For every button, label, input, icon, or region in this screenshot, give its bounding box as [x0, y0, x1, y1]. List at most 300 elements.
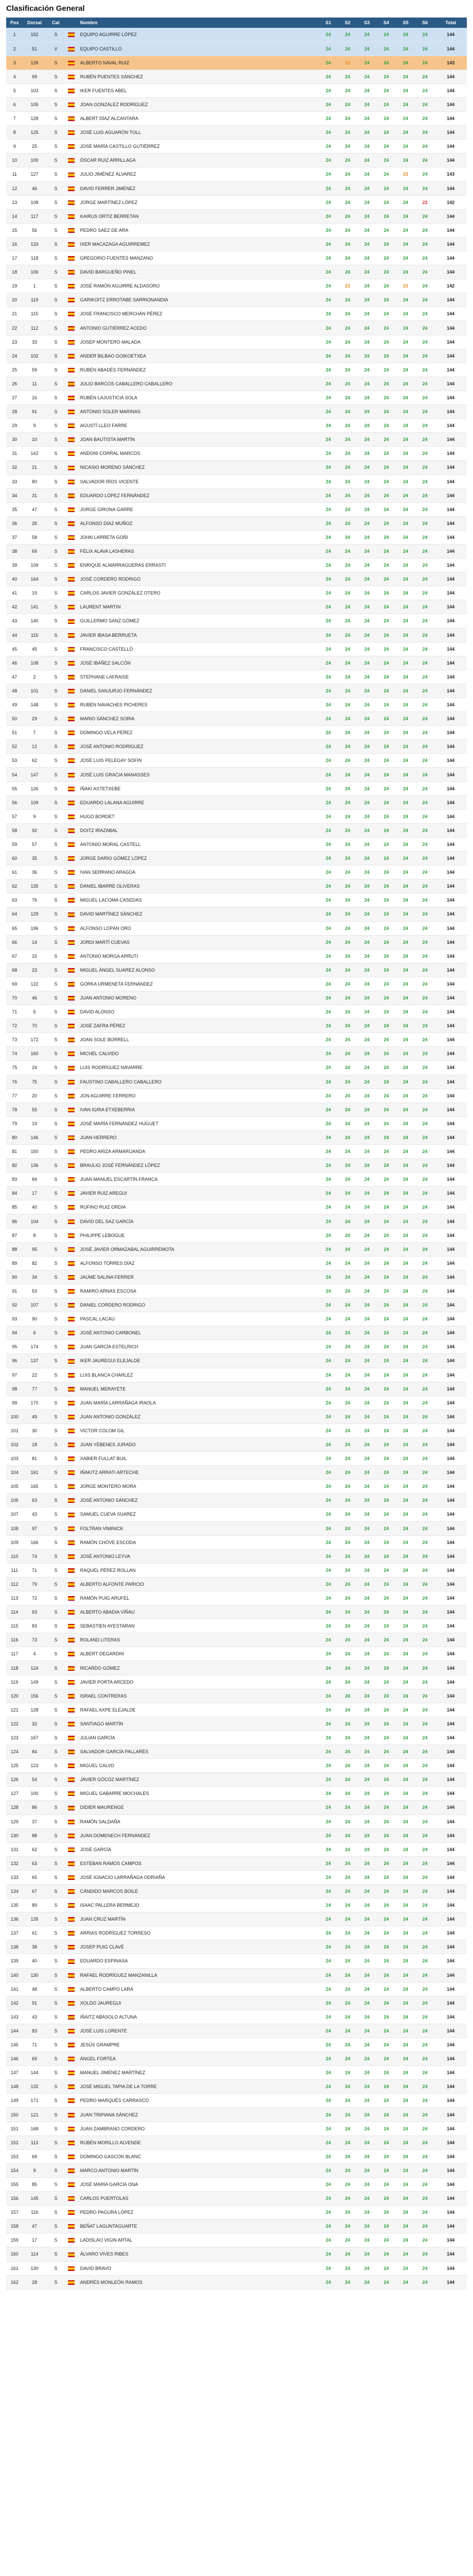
table-row[interactable]	[6, 1145, 467, 1159]
competitor-name[interactable]: JULIO BARCOS CABALLERO CABALLERO	[77, 377, 319, 391]
table-row[interactable]	[6, 1270, 467, 1284]
competitor-name[interactable]: IVAN SERRANO ARAGÜA	[77, 866, 319, 879]
competitor-name[interactable]: MICHEL CALVIDO	[77, 1047, 319, 1061]
table-row[interactable]	[6, 349, 467, 363]
table-row[interactable]	[6, 726, 467, 740]
competitor-name[interactable]: JOSÉ ANTONIO SÁNCHEZ	[77, 1494, 319, 1507]
competitor-name[interactable]: ESTEBAN RAMOS CAMPOS	[77, 1856, 319, 1870]
table-row[interactable]	[6, 42, 467, 56]
table-row[interactable]	[6, 1242, 467, 1256]
competitor-name[interactable]: DANIEL SANJURJO FERNÁNDEZ	[77, 684, 319, 698]
table-row[interactable]	[6, 670, 467, 684]
competitor-name[interactable]: JOAN BAUTISTA MARTÍN	[77, 433, 319, 447]
competitor-name[interactable]: JORGE MARTÍNEZ LÓPEZ	[77, 195, 319, 209]
table-row[interactable]	[6, 809, 467, 823]
table-row[interactable]	[6, 112, 467, 126]
competitor-name[interactable]: DIDIER MAURENGE	[77, 1801, 319, 1815]
table-row[interactable]	[6, 1396, 467, 1410]
competitor-name[interactable]: PEDRO PAGURA LÓPEZ	[77, 2206, 319, 2219]
competitor-name[interactable]: DOMINGO VELA PÉREZ	[77, 726, 319, 740]
competitor-name[interactable]: GARIKOITZ ERROTABE SARRIONANDIA	[77, 293, 319, 307]
table-row[interactable]	[6, 1815, 467, 1828]
table-row[interactable]	[6, 754, 467, 768]
table-row[interactable]	[6, 2275, 467, 2289]
table-row[interactable]	[6, 2066, 467, 2080]
competitor-name[interactable]: JAVIER PORTA ARCEDO	[77, 1675, 319, 1689]
competitor-name[interactable]: ALBERT DÍAZ ALCANTARA	[77, 112, 319, 126]
table-row[interactable]	[6, 740, 467, 754]
table-row[interactable]	[6, 1159, 467, 1173]
table-row[interactable]	[6, 558, 467, 572]
competitor-name[interactable]: MIGUEL GABARRE MOCHALES	[77, 1787, 319, 1801]
competitor-name[interactable]: JESÚS GRAMPRE	[77, 2038, 319, 2052]
table-row[interactable]	[6, 2122, 467, 2136]
competitor-name[interactable]: ANDRÉS MONLEÓN RAMOS	[77, 2275, 319, 2289]
competitor-name[interactable]: EDUARDO ESPINASA	[77, 1954, 319, 1968]
competitor-name[interactable]: JUAN CRUZ MARTÍN	[77, 1912, 319, 1926]
competitor-name[interactable]: RUBÉN MORILLO ALVENDE	[77, 2136, 319, 2149]
table-row[interactable]	[6, 1982, 467, 1996]
competitor-name[interactable]: JOSÉ ANTONIO CARBONEL	[77, 1326, 319, 1340]
table-row[interactable]	[6, 1828, 467, 1842]
table-row[interactable]	[6, 307, 467, 321]
competitor-name[interactable]: CÁNDIDO MARCOS BOILE	[77, 1884, 319, 1898]
table-row[interactable]	[6, 502, 467, 516]
competitor-name[interactable]: NICASIO MORENO SÁNCHEZ	[77, 461, 319, 474]
table-row[interactable]	[6, 2233, 467, 2247]
table-row[interactable]	[6, 2052, 467, 2066]
table-row[interactable]	[6, 1284, 467, 1298]
table-row[interactable]	[6, 1647, 467, 1661]
competitor-name[interactable]: CARLOS JAVIER GONZÁLEZ OTERO	[77, 586, 319, 600]
competitor-name[interactable]: LUIS BLANCA CHARLEZ	[77, 1368, 319, 1382]
table-row[interactable]	[6, 251, 467, 265]
competitor-name[interactable]: ISRAEL CONTRERAS	[77, 1689, 319, 1703]
table-row[interactable]	[6, 1507, 467, 1521]
table-row[interactable]	[6, 265, 467, 279]
table-row[interactable]	[6, 154, 467, 167]
table-row[interactable]	[6, 1423, 467, 1437]
table-row[interactable]	[6, 1577, 467, 1591]
competitor-name[interactable]: PHILIPPE LEBOGUE	[77, 1228, 319, 1242]
table-row[interactable]	[6, 1466, 467, 1480]
competitor-name[interactable]: JUAN MARÍA LARRAÑAGA IRAOLA	[77, 1396, 319, 1410]
table-row[interactable]	[6, 544, 467, 558]
competitor-name[interactable]: RUBÉN LAJUSTICIA SOLA	[77, 391, 319, 404]
competitor-name[interactable]: JUAN ANTONIO GONZÁLEZ	[77, 1410, 319, 1423]
table-row[interactable]	[6, 893, 467, 907]
competitor-name[interactable]: DOMINGO GASCON BLANC	[77, 2149, 319, 2163]
competitor-name[interactable]: LAURENT MARTIN	[77, 600, 319, 614]
competitor-name[interactable]: JOSÉ MARÍA GARCÍA ONA	[77, 2177, 319, 2191]
table-row[interactable]	[6, 28, 467, 42]
table-row[interactable]	[6, 977, 467, 991]
competitor-name[interactable]: IÑAKI ASTETXEBE	[77, 782, 319, 795]
table-row[interactable]	[6, 1173, 467, 1187]
competitor-name[interactable]: PASCAL LACAU	[77, 1312, 319, 1326]
table-row[interactable]	[6, 1075, 467, 1089]
competitor-name[interactable]: RAMIRO ARNAS ESCOSA	[77, 1284, 319, 1298]
competitor-name[interactable]: GORKA URMENETA FERNÁNDEZ	[77, 977, 319, 991]
competitor-name[interactable]: BRAULIO JOSÉ FERNÁNDEZ LÓPEZ	[77, 1159, 319, 1173]
table-row[interactable]	[6, 1591, 467, 1605]
header-s6[interactable]: S6	[415, 18, 435, 28]
table-row[interactable]	[6, 1089, 467, 1103]
competitor-name[interactable]: DAVID ALONSO	[77, 1005, 319, 1019]
table-row[interactable]	[6, 1326, 467, 1340]
table-row[interactable]	[6, 1005, 467, 1019]
competitor-name[interactable]: ANDER BILBAO GOIKOETXEA	[77, 349, 319, 363]
table-row[interactable]	[6, 530, 467, 544]
header-name[interactable]: Nombre	[77, 18, 319, 28]
table-row[interactable]	[6, 1368, 467, 1382]
table-row[interactable]	[6, 907, 467, 921]
competitor-name[interactable]: VÍCTOR COLOM GIL	[77, 1423, 319, 1437]
competitor-name[interactable]: EQUIPO AGUIRRE LÓPEZ	[77, 28, 319, 42]
table-row[interactable]	[6, 1494, 467, 1507]
competitor-name[interactable]: ÓSCAR RUIZ ARRILLAGA	[77, 154, 319, 167]
competitor-name[interactable]: MANUEL JIMÉNEZ MARTÍNEZ	[77, 2066, 319, 2080]
table-row[interactable]	[6, 1619, 467, 1633]
competitor-name[interactable]: RICARDO GÓMEZ	[77, 1661, 319, 1675]
table-row[interactable]	[6, 1200, 467, 1214]
competitor-name[interactable]: MIGUEL CALVO	[77, 1759, 319, 1773]
competitor-name[interactable]: XABIER FULLAT BUIL	[77, 1452, 319, 1466]
competitor-name[interactable]: MIGUEL ÁNGEL SUAREZ ALONSO	[77, 963, 319, 977]
table-row[interactable]	[6, 837, 467, 851]
competitor-name[interactable]: JOSÉ LUIS LORENTE	[77, 2024, 319, 2038]
competitor-name[interactable]: DAVID DEL SAZ GARCÍA	[77, 1214, 319, 1228]
table-row[interactable]	[6, 1103, 467, 1116]
competitor-name[interactable]: ALBERTO CAMPO LARA	[77, 1982, 319, 1996]
competitor-name[interactable]: JUAN GARCÍA ESTELRICH	[77, 1340, 319, 1354]
table-row[interactable]	[6, 2206, 467, 2219]
competitor-name[interactable]: ANDONI CORRAL MARCOS	[77, 447, 319, 461]
table-row[interactable]	[6, 237, 467, 251]
table-row[interactable]	[6, 1884, 467, 1898]
table-row[interactable]	[6, 935, 467, 949]
competitor-name[interactable]: LADISLAO VIGIN ARTAL	[77, 2233, 319, 2247]
table-row[interactable]	[6, 1926, 467, 1940]
competitor-name[interactable]: ALBERTO ABADIA VIÑAU	[77, 1605, 319, 1619]
competitor-name[interactable]: DOITZ IRAZABAL	[77, 823, 319, 837]
competitor-name[interactable]: MARIO SÁNCHEZ SORIA	[77, 712, 319, 726]
table-row[interactable]	[6, 2080, 467, 2094]
header-dorsal[interactable]: Dorsal	[23, 18, 46, 28]
competitor-name[interactable]: ALBERTO NAVAL RUIZ	[77, 56, 319, 70]
table-row[interactable]	[6, 614, 467, 628]
competitor-name[interactable]: ANTONIO MORAL CASTELL	[77, 837, 319, 851]
competitor-name[interactable]: IKER JAUREGUI ELEJALDE	[77, 1354, 319, 1368]
competitor-name[interactable]: GREGORIO FUENTES MANZANO	[77, 251, 319, 265]
table-row[interactable]	[6, 461, 467, 474]
competitor-name[interactable]: ANTONIO GUTIÉRREZ ACEDO	[77, 321, 319, 335]
competitor-name[interactable]: JOSÉ LUIS GRACIA MANASSES	[77, 768, 319, 782]
table-row[interactable]	[6, 2219, 467, 2233]
table-row[interactable]	[6, 1940, 467, 1954]
competitor-name[interactable]: FAUSTINO CABALLERO CABALLERO	[77, 1075, 319, 1089]
table-row[interactable]	[6, 2010, 467, 2024]
competitor-name[interactable]: RUBÉN PUENTES SÁNCHEZ	[77, 70, 319, 83]
competitor-name[interactable]: JOSÉ IBÁÑEZ SALCÓN	[77, 656, 319, 670]
competitor-name[interactable]: RAQUEL PÉREZ ROLLAN	[77, 1563, 319, 1577]
header-s3[interactable]: S3	[357, 18, 377, 28]
competitor-name[interactable]: ENRIQUE ALMARRAGUERAS ERRASTI	[77, 558, 319, 572]
competitor-name[interactable]: CARLOS PUERTOLAS	[77, 2192, 319, 2206]
competitor-name[interactable]: JOSÉ MARÍA CASTILLO GUTIÉRREZ	[77, 140, 319, 154]
competitor-name[interactable]: JUAN DOMENECH FERNÁNDEZ	[77, 1828, 319, 1842]
table-row[interactable]	[6, 1773, 467, 1787]
competitor-name[interactable]: PEDRO MARQUÉS CARRASCO	[77, 2094, 319, 2108]
table-row[interactable]	[6, 1968, 467, 1982]
table-row[interactable]	[6, 2192, 467, 2206]
competitor-name[interactable]: JUAN HERRERO	[77, 1130, 319, 1144]
competitor-name[interactable]: RAMÓN PUIG ARUFEL	[77, 1591, 319, 1605]
table-row[interactable]	[6, 852, 467, 866]
table-row[interactable]	[6, 600, 467, 614]
competitor-name[interactable]: IXER MACAZAGA AGUIRREMEZ	[77, 237, 319, 251]
table-row[interactable]	[6, 1661, 467, 1675]
table-row[interactable]	[6, 642, 467, 656]
table-row[interactable]	[6, 488, 467, 502]
competitor-name[interactable]: ALFONSO LOPÁN ORO	[77, 921, 319, 935]
table-row[interactable]	[6, 2149, 467, 2163]
competitor-name[interactable]: IVAN IGRIA ETXEBERRIA	[77, 1103, 319, 1116]
competitor-name[interactable]: JOSÉ GARCÍA	[77, 1842, 319, 1856]
competitor-name[interactable]: JULIAN GARCÍA	[77, 1731, 319, 1744]
table-row[interactable]	[6, 1675, 467, 1689]
table-row[interactable]	[6, 1521, 467, 1535]
header-s4[interactable]: S4	[377, 18, 396, 28]
competitor-name[interactable]: JUAN ANTONIO MORENO	[77, 991, 319, 1005]
table-row[interactable]	[6, 1842, 467, 1856]
competitor-name[interactable]: ARRIAS RODRÍGUEZ TORRESO	[77, 1926, 319, 1940]
table-row[interactable]	[6, 195, 467, 209]
competitor-name[interactable]: DAVID BRAVO	[77, 2261, 319, 2275]
competitor-name[interactable]: ROLAND LITERAS	[77, 1633, 319, 1647]
table-row[interactable]	[6, 433, 467, 447]
header-s2[interactable]: S2	[338, 18, 358, 28]
competitor-name[interactable]: JOHN LARRETA GOÑI	[77, 530, 319, 544]
competitor-name[interactable]: KAIRUS ORTIZ BERRETAN	[77, 209, 319, 223]
table-row[interactable]	[6, 2247, 467, 2261]
table-row[interactable]	[6, 768, 467, 782]
table-row[interactable]	[6, 866, 467, 879]
competitor-name[interactable]: JOSÉ MARÍA FERNÁNDEZ HUGUET	[77, 1116, 319, 1130]
table-row[interactable]	[6, 1354, 467, 1368]
table-row[interactable]	[6, 949, 467, 963]
competitor-name[interactable]: MANUEL MERAYETE	[77, 1382, 319, 1396]
competitor-name[interactable]: JOSÉ ZAFRA PÉREZ	[77, 1019, 319, 1033]
competitor-name[interactable]: RUBÉN ABADÉS FERNÁNDEZ	[77, 363, 319, 377]
table-row[interactable]	[6, 1187, 467, 1200]
header-total[interactable]: Total	[434, 18, 467, 28]
table-row[interactable]	[6, 97, 467, 111]
table-row[interactable]	[6, 1382, 467, 1396]
table-row[interactable]	[6, 447, 467, 461]
competitor-name[interactable]: EDUARDO LALANA AGUIRRE	[77, 795, 319, 809]
competitor-name[interactable]: DAVID FERRER JIMÉNEZ	[77, 181, 319, 195]
table-row[interactable]	[6, 1549, 467, 1563]
table-row[interactable]	[6, 1452, 467, 1466]
competitor-name[interactable]: ÁLVARO VIVES RIBES	[77, 2247, 319, 2261]
competitor-name[interactable]: SEBASTIEN AYESTARAN	[77, 1619, 319, 1633]
competitor-name[interactable]: DAVID BARGUEÑO PINEL	[77, 265, 319, 279]
competitor-name[interactable]: JOSÉ IGNACIO LARRAÑAGA ODRIAÑA	[77, 1870, 319, 1884]
competitor-name[interactable]: JULIO JIMÉNEZ ÁLVAREZ	[77, 167, 319, 181]
table-row[interactable]	[6, 126, 467, 140]
competitor-name[interactable]: IÑAKITZ ARRATI ARTECHE	[77, 1466, 319, 1480]
table-row[interactable]	[6, 1256, 467, 1270]
table-row[interactable]	[6, 1535, 467, 1549]
table-row[interactable]	[6, 1214, 467, 1228]
competitor-name[interactable]: JON AGUIRRE FERRERO	[77, 1089, 319, 1103]
competitor-name[interactable]: RAFAEL AXPE ELEJALDE	[77, 1703, 319, 1717]
competitor-name[interactable]: ANTONIO MORGA ARRUTI	[77, 949, 319, 963]
table-row[interactable]	[6, 572, 467, 586]
competitor-name[interactable]: GUILLERMO SANZ GÓMEZ	[77, 614, 319, 628]
competitor-name[interactable]: JOSÉ CORDERO RODRIGO	[77, 572, 319, 586]
competitor-name[interactable]: JOAN SOLE BORRELL	[77, 1033, 319, 1047]
competitor-name[interactable]: SANTIAGO MARTÍN	[77, 1717, 319, 1731]
competitor-name[interactable]: JOSÉ ANTONIO LEYVA	[77, 1549, 319, 1563]
competitor-name[interactable]: JOSÉ LUIS PELEGAY SOFIN	[77, 754, 319, 768]
competitor-name[interactable]: ANTONIO SOLER MARINAS	[77, 405, 319, 419]
table-row[interactable]	[6, 2024, 467, 2038]
table-row[interactable]	[6, 1061, 467, 1075]
table-row[interactable]	[6, 209, 467, 223]
table-row[interactable]	[6, 1703, 467, 1717]
header-s1[interactable]: S1	[319, 18, 338, 28]
competitor-name[interactable]: LUIS RODRÍGUEZ NAVARRE	[77, 1061, 319, 1075]
table-row[interactable]	[6, 684, 467, 698]
table-row[interactable]	[6, 1480, 467, 1494]
competitor-name[interactable]: SALVADOR RÍOS VICENTE	[77, 474, 319, 488]
competitor-name[interactable]: JAVIER IBASA BERRUETA	[77, 628, 319, 642]
table-row[interactable]	[6, 1954, 467, 1968]
table-row[interactable]	[6, 181, 467, 195]
table-row[interactable]	[6, 363, 467, 377]
competitor-name[interactable]: SAMUEL CUEVA SUAREZ	[77, 1507, 319, 1521]
competitor-name[interactable]: JUAN TRIPIANA SÁNCHEZ	[77, 2108, 319, 2122]
header-s5[interactable]: S5	[396, 18, 415, 28]
competitor-name[interactable]: JOSÉ JAVIER ORMAZABAL AGUIRREMOTA	[77, 1242, 319, 1256]
table-row[interactable]	[6, 377, 467, 391]
table-row[interactable]	[6, 335, 467, 349]
table-row[interactable]	[6, 1437, 467, 1451]
competitor-name[interactable]: AGUSTÍ LLEO FARRE	[77, 419, 319, 433]
table-row[interactable]	[6, 2038, 467, 2052]
table-row[interactable]	[6, 1759, 467, 1773]
table-row[interactable]	[6, 2108, 467, 2122]
table-row[interactable]	[6, 1689, 467, 1703]
table-row[interactable]	[6, 1312, 467, 1326]
competitor-name[interactable]: ALBERT DEGARDIN	[77, 1647, 319, 1661]
table-row[interactable]	[6, 1130, 467, 1144]
table-row[interactable]	[6, 1116, 467, 1130]
competitor-name[interactable]: MIGUEL LACOMA CASEDAS	[77, 893, 319, 907]
table-row[interactable]	[6, 56, 467, 70]
competitor-name[interactable]: JOSÉ FRANCISCO MERCHÁN PÉREZ	[77, 307, 319, 321]
table-row[interactable]	[6, 293, 467, 307]
competitor-name[interactable]: JOSEP PUIG CLAVÉ	[77, 1940, 319, 1954]
table-row[interactable]	[6, 83, 467, 97]
table-row[interactable]	[6, 516, 467, 530]
table-row[interactable]	[6, 1870, 467, 1884]
competitor-name[interactable]: MARCO ANTONIO MARTÍN	[77, 2163, 319, 2177]
competitor-name[interactable]: PEDRO ARIZA ARMARIJANDA	[77, 1145, 319, 1159]
competitor-name[interactable]: EDUARDO LÓPEZ FERNÁNDEZ	[77, 488, 319, 502]
competitor-name[interactable]: JORGE GIRONA GARRE	[77, 502, 319, 516]
table-row[interactable]	[6, 963, 467, 977]
table-row[interactable]	[6, 1633, 467, 1647]
competitor-name[interactable]: JAVIER GÓCOZ MARTÍNEZ	[77, 1773, 319, 1787]
table-row[interactable]	[6, 1899, 467, 1912]
table-row[interactable]	[6, 782, 467, 795]
table-row[interactable]	[6, 1912, 467, 1926]
table-row[interactable]	[6, 1340, 467, 1354]
table-row[interactable]	[6, 1228, 467, 1242]
competitor-name[interactable]: IKER FUENTES ABEL	[77, 83, 319, 97]
table-row[interactable]	[6, 2094, 467, 2108]
table-row[interactable]	[6, 1019, 467, 1033]
competitor-name[interactable]: EQUIPO CASTILLO	[77, 42, 319, 56]
competitor-name[interactable]: IÑAITZ ABASOLO ALTUNA	[77, 2010, 319, 2024]
table-row[interactable]	[6, 474, 467, 488]
table-row[interactable]	[6, 1787, 467, 1801]
competitor-name[interactable]: JORGE MONTERO MORA	[77, 1480, 319, 1494]
table-row[interactable]	[6, 1410, 467, 1423]
competitor-name[interactable]: JUAN YÉBENES JURADO	[77, 1437, 319, 1451]
table-row[interactable]	[6, 2163, 467, 2177]
table-row[interactable]	[6, 879, 467, 893]
competitor-name[interactable]: FRANCISCO CASTELLÓ	[77, 642, 319, 656]
competitor-name[interactable]: JORGE DARIO GÓMEZ LÓPEZ	[77, 852, 319, 866]
table-row[interactable]	[6, 419, 467, 433]
table-row[interactable]	[6, 1563, 467, 1577]
competitor-name[interactable]: JOSÉ MIGUEL TAPIA DE LA TORRE	[77, 2080, 319, 2094]
competitor-name[interactable]: SALVADOR GARCÍA PALLARÉS	[77, 1745, 319, 1759]
competitor-name[interactable]: RUBÉN NAVACHES PICHERES	[77, 698, 319, 712]
competitor-name[interactable]: RAMÓN CHOVE ESCODA	[77, 1535, 319, 1549]
table-row[interactable]	[6, 712, 467, 726]
table-row[interactable]	[6, 656, 467, 670]
competitor-name[interactable]: JOAN GONZÁLEZ RODRÍGUEZ	[77, 97, 319, 111]
table-row[interactable]	[6, 140, 467, 154]
competitor-name[interactable]: JOSÉ LUIS AGUARÓN TOLL	[77, 126, 319, 140]
table-row[interactable]	[6, 698, 467, 712]
competitor-name[interactable]: DANIEL IBARRE OLIVERAS	[77, 879, 319, 893]
table-row[interactable]	[6, 223, 467, 237]
competitor-name[interactable]: JUAN ZAMBRANO CORDERO	[77, 2122, 319, 2136]
competitor-name[interactable]: JOSÉ ANTONIO RODRÍGUEZ	[77, 740, 319, 754]
table-row[interactable]	[6, 586, 467, 600]
table-row[interactable]	[6, 628, 467, 642]
table-row[interactable]	[6, 1996, 467, 2010]
competitor-name[interactable]: HUGO BORDET	[77, 809, 319, 823]
competitor-name[interactable]: FÉLIX ALAVA LASHERAS	[77, 544, 319, 558]
competitor-name[interactable]: JUAN MANUEL ESCARTÍN FRANCA	[77, 1173, 319, 1187]
table-row[interactable]	[6, 795, 467, 809]
competitor-name[interactable]: RAMÓN SALDAÑA	[77, 1815, 319, 1828]
competitor-name[interactable]: JORDI MARTÍ CUEVAS	[77, 935, 319, 949]
competitor-name[interactable]: DAVID MARTÍNEZ SÁNCHEZ	[77, 907, 319, 921]
table-row[interactable]	[6, 921, 467, 935]
table-row[interactable]	[6, 1047, 467, 1061]
competitor-name[interactable]: DANIEL CORDERO RODRIGO	[77, 1298, 319, 1312]
header-pos[interactable]: Pos	[6, 18, 23, 28]
competitor-name[interactable]: BEÑAT LAGUNTAGUARTE	[77, 2219, 319, 2233]
